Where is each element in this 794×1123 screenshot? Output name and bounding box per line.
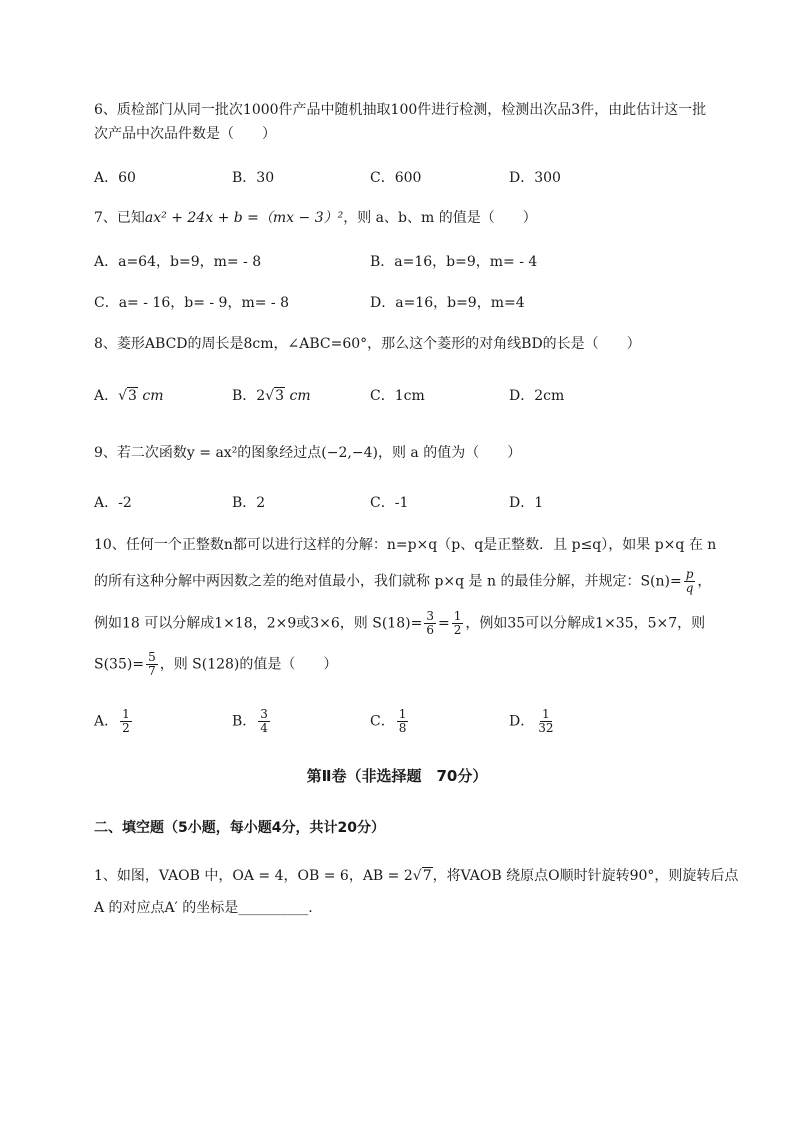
q10-line4-text-end: ，则 S(128)的值是（ ）	[159, 656, 338, 673]
fraction-numerator: 3	[426, 609, 434, 623]
fraction-denominator: 32	[538, 721, 554, 735]
option-label: A．	[94, 713, 119, 730]
q10-line3-text: 例如18 可以分解成1×18，2×9或3×6，则 S(18)=	[94, 615, 423, 632]
q10-line2-text: 的所有这种分解中两因数之差的绝对值最小，我们就称 p×q 是 n 的最佳分解，并规定：S(n)=	[94, 573, 682, 590]
q10-line2	[94, 568, 711, 595]
fill1-line1-text: 1、如图，VAOB 中，OA = 4，OB = 6，AB = 2	[94, 868, 413, 884]
q6-option-a: A．60	[94, 170, 136, 186]
fraction-denominator: q	[685, 581, 694, 595]
option-label: C．	[370, 713, 395, 730]
q6-option-c: C．600	[370, 170, 422, 186]
q7-suffix: ，则 a、b、m 的值是（ ）	[343, 210, 537, 226]
q10-line4-text: S(35)=	[94, 656, 145, 673]
q8-option-b-unit: cm	[289, 388, 311, 404]
q8-option-a-label: A．	[94, 388, 119, 404]
fraction-numerator: 3	[260, 707, 268, 721]
q10-option-c	[370, 708, 410, 735]
q10-line3	[94, 610, 705, 637]
q9-option-a: A．-2	[94, 495, 132, 511]
q7-stem	[94, 208, 537, 228]
sqrt-symbol: √3	[265, 388, 285, 404]
q7-option-a: A．a=64，b=9，m= - 8	[94, 254, 262, 270]
q10-line2-end: ，	[697, 573, 712, 590]
option-fraction	[258, 708, 270, 735]
q10-line3-text-end: ，例如35可以分解成1×35，5×7，则	[465, 615, 706, 632]
q7-option-c: C．a= - 16，b= - 9，m= - 8	[94, 295, 290, 311]
equals-sign: =	[437, 615, 450, 632]
fill1-radicand: 7	[422, 868, 432, 884]
q9-option-c: C．-1	[370, 495, 409, 511]
fraction-denominator: 8	[398, 721, 407, 735]
q8-option-b-label: B．2	[232, 388, 266, 404]
fraction-denominator: 6	[426, 623, 434, 637]
fraction-numerator: 5	[148, 650, 156, 664]
q8-option-a	[94, 386, 164, 406]
q10-line1: 10、任何一个正整数n都可以进行这样的分解：n=p×q（p、q是正整数．且 p≤q），如果 p×q 在 n	[94, 537, 717, 553]
q8-option-a-radicand: 3	[128, 388, 137, 404]
fraction-3-6	[424, 610, 436, 637]
q8-option-b-radicand: 3	[275, 388, 285, 404]
fraction-p-over-q	[684, 568, 696, 595]
fraction-denominator: 2	[122, 721, 130, 735]
option-label: D．	[509, 713, 535, 730]
q10-option-b	[232, 708, 272, 735]
fraction-5-7	[146, 651, 158, 678]
fraction-denominator: 2	[453, 623, 462, 637]
q9-option-b: B．2	[232, 495, 266, 511]
fill1-line1	[94, 866, 738, 886]
q7-prefix: 7、已知	[94, 210, 145, 226]
q8-option-c: C．1cm	[370, 388, 425, 404]
fraction-numerator: 1	[453, 609, 462, 623]
sqrt-symbol: √7	[412, 868, 432, 884]
option-fraction	[120, 708, 132, 735]
q10-line4	[94, 651, 337, 678]
q8-option-d: D．2cm	[509, 388, 565, 404]
q8-stem: 8、菱形ABCD的周长是8cm，∠ABC=60°，那么这个菱形的对角线BD的长是（ ）	[94, 336, 641, 352]
q10-option-a	[94, 708, 134, 735]
fraction-denominator: 4	[260, 721, 268, 735]
fraction-denominator: 7	[148, 664, 156, 678]
q6-option-b: B．30	[232, 170, 275, 186]
option-fraction	[397, 708, 409, 735]
fraction-numerator: 1	[398, 707, 407, 721]
q8-option-a-unit: cm	[142, 388, 164, 404]
q9-stem: 9、若二次函数y = ax²的图象经过点(−2,−4)，则 a 的值为（ ）	[94, 445, 522, 461]
q9-option-d: D．1	[509, 495, 544, 511]
q8-option-b	[232, 386, 311, 406]
section-title: 第Ⅱ卷（非选择题 70分）	[306, 767, 488, 785]
q7-expression: ax² + 24x + b =（mx − 3）²	[144, 210, 344, 226]
q6-line1: 6、质检部门从同一批次1000件产品中随机抽取100件进行检测，检测出次品3件，由此估计这一批	[94, 102, 707, 118]
fraction-numerator: 1	[542, 707, 550, 721]
fraction-1-2	[452, 610, 464, 637]
fraction-numerator: 1	[122, 707, 130, 721]
option-fraction	[536, 708, 555, 735]
sqrt-symbol: √3	[118, 388, 137, 404]
q7-option-d: D．a=16，b=9，m=4	[370, 295, 525, 311]
q7-option-b: B．a=16，b=9，m= - 4	[370, 254, 538, 270]
option-label: B．	[232, 713, 257, 730]
q6-line2: 次产品中次品件数是（ ）	[94, 126, 276, 142]
part-title: 二、填空题（5小题，每小题4分，共计20分）	[94, 820, 385, 836]
q10-option-d	[509, 708, 558, 735]
q6-option-d: D．300	[509, 170, 561, 186]
fill1-line1-text-end: ，将VAOB 绕原点O顺时针旋转90°，则旋转后点	[432, 868, 739, 884]
fraction-numerator: p	[685, 567, 694, 581]
fill1-line2: A 的对应点A′ 的坐标是__________.	[94, 900, 313, 916]
